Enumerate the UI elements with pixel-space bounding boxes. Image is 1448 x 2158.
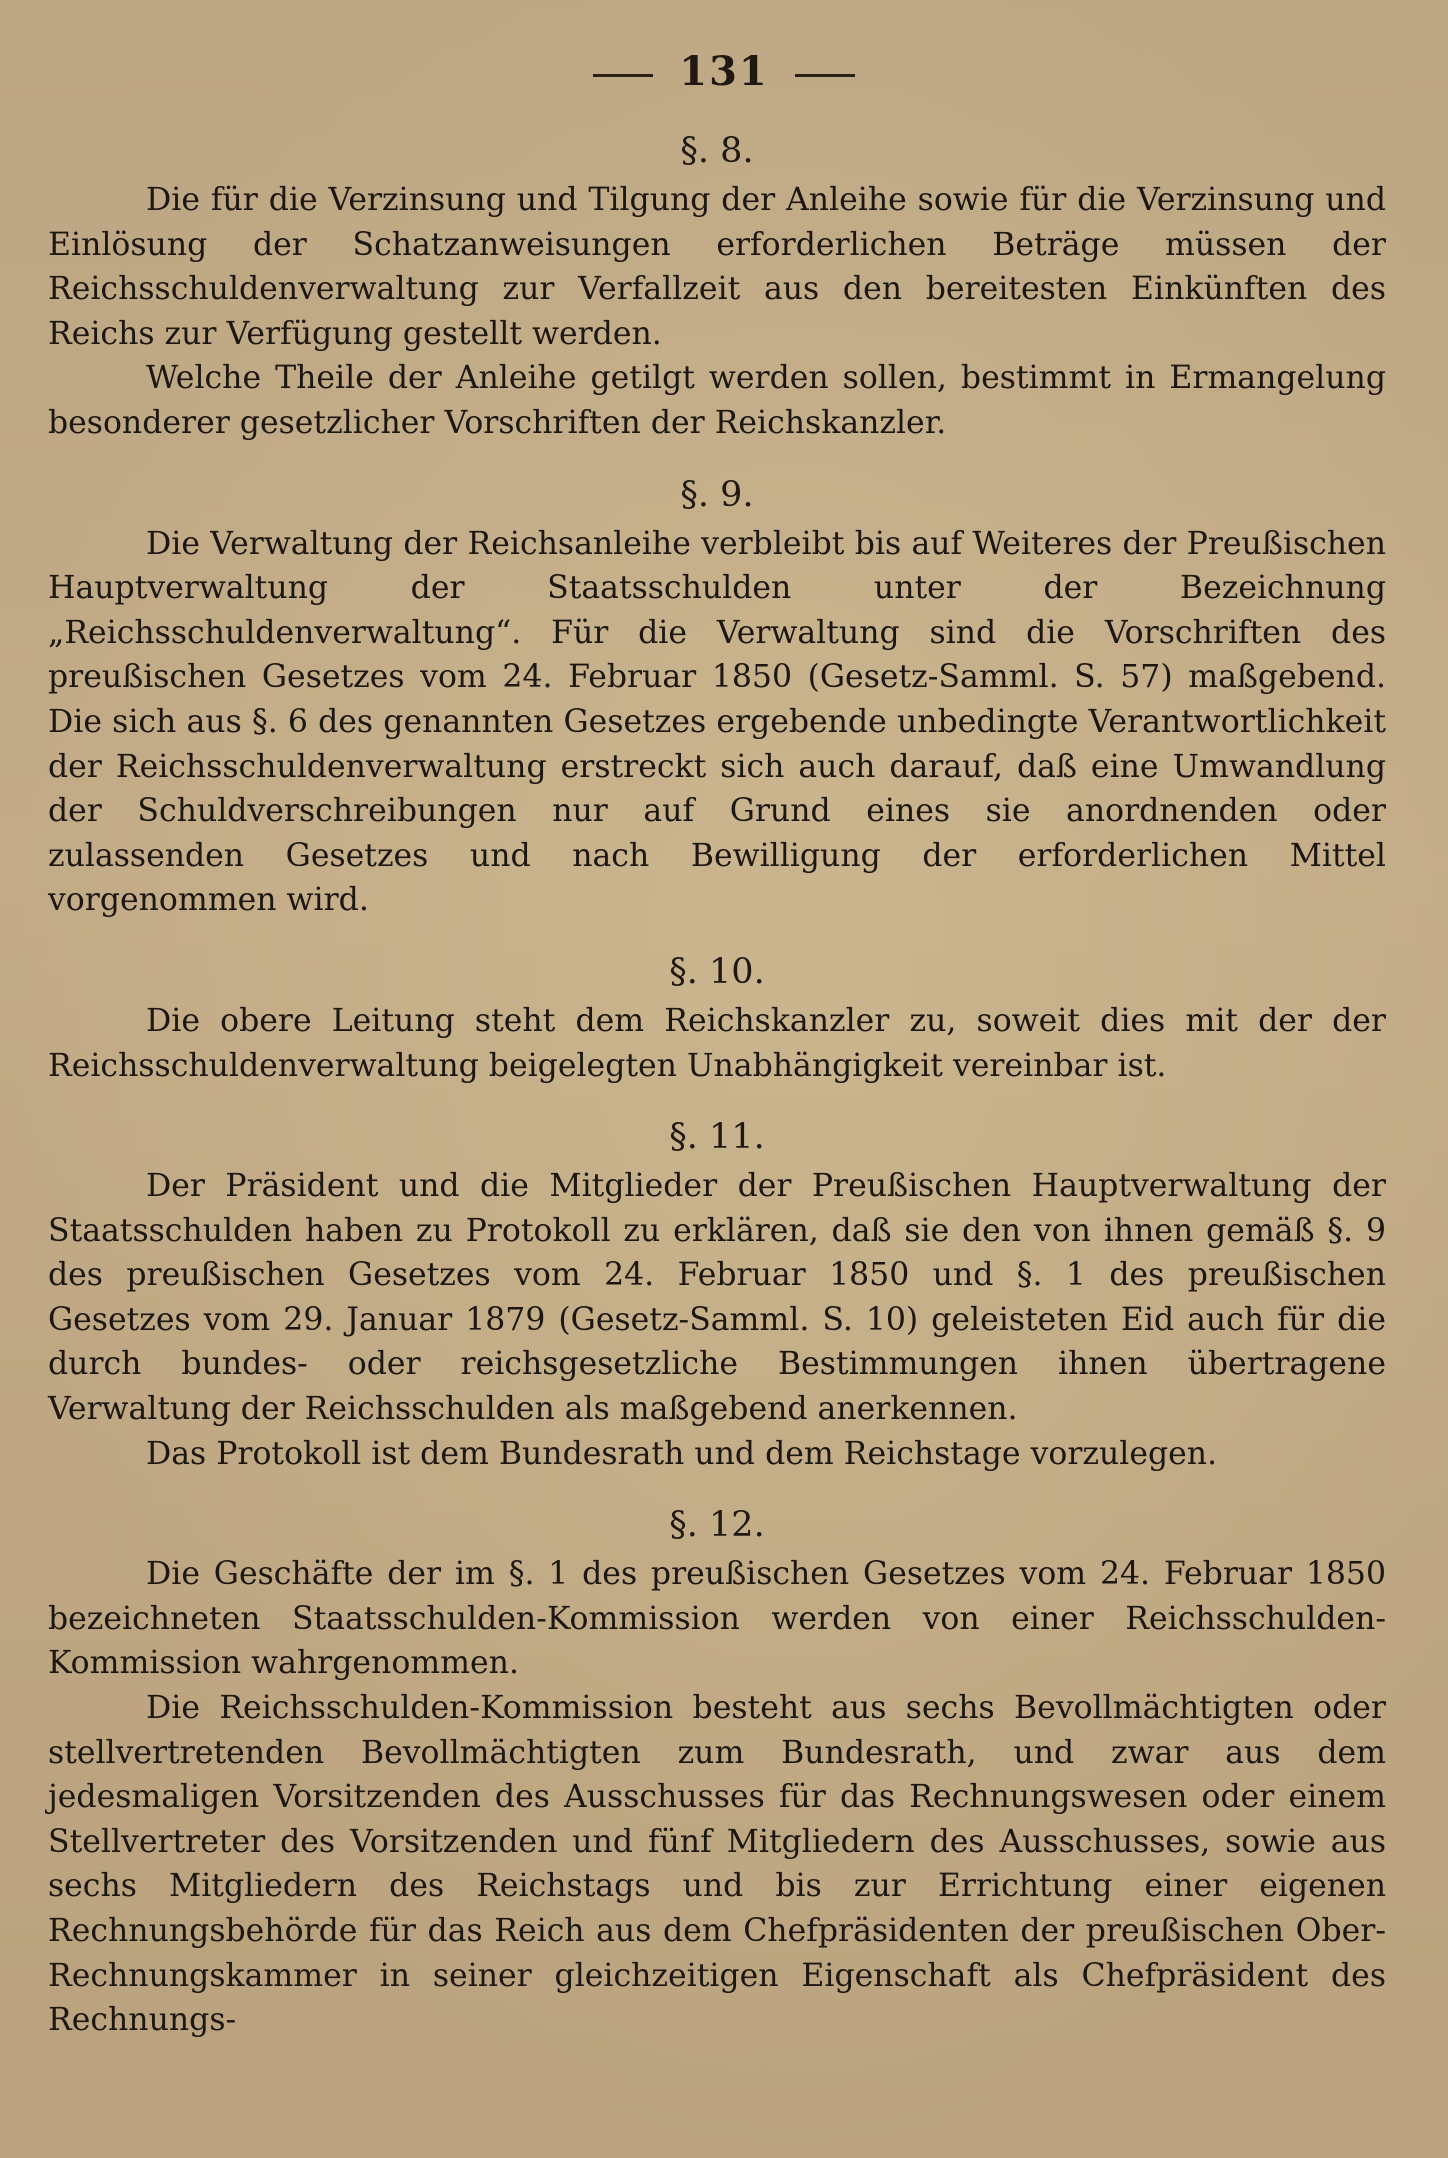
paragraph: Der Präsident und die Mitglieder der Preußischen Hauptverwaltung der Staatsschulden haben zu Protokoll zu erklären, daß sie den von ihnen gemäß §. 9 des preußischen Gesetzes vom 24. Februar 1850 und §. 1 des preußischen Gesetzes vom 29. Januar 1879 (Gesetz-Samml. S. 10) geleisteten Eid auch für die durch bundes- oder reichsgesetzliche Bestimmungen ihnen übertragene Verwaltung der Reichsschulden als maßgebend anerkennen. [48,1168,1386,1428]
header-dash-left [593,74,653,77]
paragraph: Die Geschäfte der im §. 1 des preußischen Gesetzes vom 24. Februar 1850 bezeichneten Staatsschulden-Kommission werden von einer Reichsschulden-Kommission wahrgenommen. [48,1556,1386,1682]
paragraph: Welche Theile der Anleihe getilgt werden sollen, bestimmt in Ermangelung besonderer gesetzlicher Vorschriften der Reichskanzler. [48,360,1386,441]
section-heading: §. 8. [680,131,754,171]
section-8 [48,128,1386,446]
paragraph: Die für die Verzinsung und Tilgung der Anleihe sowie für die Verzinsung und Einlösung der Schatzanweisungen erforderlichen Beträge müssen der Reichsschuldenverwaltung zur Verfallzeit aus den bereitesten Einkünften des Reichs zur Verfügung gestellt werden. [48,182,1386,352]
section-heading: §. 10. [669,951,765,992]
section-heading: §. 11. [669,1117,765,1158]
section-12 [48,1502,1386,2043]
paragraph: Die Verwaltung der Reichsanleihe verbleibt bis auf Weiteres der Preußischen Hauptverwaltung der Staatsschulden unter der Bezeichnung „Reichsschuldenverwaltung“. Für die Verwaltung sind die Vorschriften des preußischen Gesetzes vom 24. Februar 1850 (Gesetz-Samml. S. 57) maßgebend. Die sich aus §. 6 des genannten Gesetzes ergebende unbedingte Verantwortlichkeit der Reichsschuldenverwaltung erstreckt sich auch darauf, daß eine Umwandlung der Schuldverschreibungen nur auf Grund eines sie anordnenden oder zulassenden Gesetzes und nach Bewilligung der erforderlichen Mittel vorgenommen wird. [48,525,1386,919]
header-dash-right [795,74,855,77]
page-body [48,128,1386,2043]
paragraph: Die Reichsschulden-Kommission besteht aus sechs Bevollmächtigten oder stellvertretenden Bevollmächtigten zum Bundesrath, und zwar aus dem jedesmaligen Vorsitzenden des Ausschusses für das Rechnungswesen oder einem Stellvertreter des Vorsitzenden und fünf Mitgliedern des Ausschusses, sowie aus sechs Mitgliedern des Reichstags und bis zur Errichtung einer eigenen Rechnungsbehörde für das Reich aus dem Chefpräsidenten der preußischen Ober-Rechnungskammer in seiner gleichzeitigen Eigenschaft als Chefpräsident des Rechnungs- [48,1690,1386,2039]
section-11 [48,1114,1386,1476]
section-10 [48,949,1386,1088]
section-heading: §. 9. [680,474,754,515]
section-heading: §. 12. [669,1505,765,1546]
section-9 [48,472,1386,923]
page-number: 131 [679,48,769,95]
page-header [0,48,1448,95]
paragraph: Die obere Leitung steht dem Reichskanzler zu, soweit dies mit der der Reichsschuldenverwaltung beigelegten Unabhängigkeit vereinbar ist. [48,1002,1386,1084]
paragraph: Das Protokoll ist dem Bundesrath und dem Reichstage vorzulegen. [146,1435,1218,1472]
